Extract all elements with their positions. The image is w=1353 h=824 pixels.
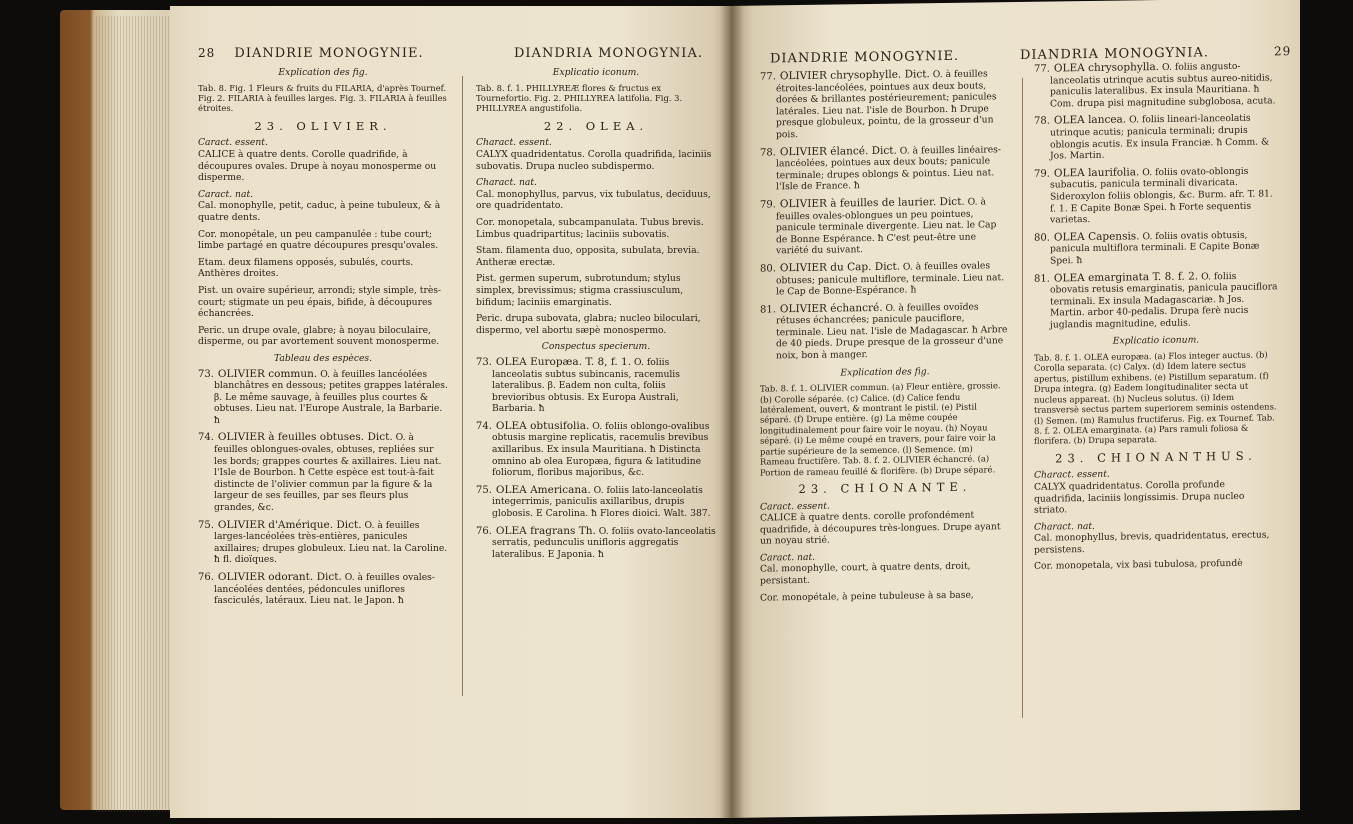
section-heading: 23. CHIONANTHUS. bbox=[1055, 448, 1257, 466]
explicatio-title: Explicatio iconum. bbox=[1112, 334, 1200, 348]
caract-nat-title: Caract. nat. bbox=[198, 188, 254, 200]
species-entry: 80. OLIVIER du Cap. Dict. O. à feuilles ovales obtuses; panicule multiflore, terminale. Lieu nat. le Cap de Bonne-Espérance. ħ bbox=[760, 260, 1005, 298]
book-gutter bbox=[720, 6, 744, 818]
species-entry: 78. OLEA lancea. O. foliis lineari-lanceolatis utrinque acutis; panicula terminali; drupis oblongis acutis. Ex insula Franciæ. ħ Comm. & Jos. Martin. bbox=[1034, 113, 1270, 162]
etamines-text: Etam. deux filamens opposés, subulés, courts. Anthères droites. bbox=[198, 256, 414, 280]
charact-nat-title: Charact. nat. bbox=[1034, 520, 1095, 533]
explicatio-title: Explicatio iconum. bbox=[552, 67, 640, 78]
calyx-text: Cal. monophyllus, brevis, quadridentatus, erectus, persistens. bbox=[1034, 529, 1270, 556]
species-entry: 76. OLIVIER odorant. Dict. O. à feuilles ovales-lancéolées dentées, pédoncules uniflores fasciculés, latéraux. Lieu nat. le Japon. ħ bbox=[198, 571, 435, 607]
column-divider bbox=[462, 76, 463, 696]
section-heading: 23. OLIVIER. bbox=[254, 118, 392, 133]
left-page bbox=[170, 6, 730, 818]
left-column-latin bbox=[476, 62, 716, 566]
page-number: 29 bbox=[1274, 44, 1292, 59]
stamina-text: Stam. filamenta duo, opposita, subulata, brevia. Antheræ erectæ. bbox=[476, 245, 700, 268]
species-entry: 75. OLIVIER d'Amérique. Dict. O. à feuilles larges-lancéolées très-entières, panicules axillaires; drupes globuleux. Lieu nat. la Caroline. ħ fl. dioïques. bbox=[198, 518, 448, 566]
book-page-edges bbox=[60, 10, 180, 810]
calice-text: Cal. monophylle, court, à quatre dents, droit, persistant. bbox=[760, 561, 971, 587]
species-entry: 74. OLEA obtusifolia. O. foliis oblongo-ovalibus obtusis margine replicatis, racemulis brevibus axillaribus. Ex insula Mauritiana. ħ Distincta omnino ab olea Europæa, figura & latitudine foliorum, floribus majoribus, &c. bbox=[476, 419, 710, 479]
conspectus-title: Conspectus specierum. bbox=[541, 341, 651, 353]
pistillum-text: Pist. germen superum, subrotundum; stylus simplex, brevissimus; stigma crassiusculum, bifidum; laciniis emarginatis. bbox=[476, 273, 684, 308]
caract-essent-title: Caract. essent. bbox=[198, 137, 268, 149]
header-french: DIANDRIE MONOGYNIE. bbox=[234, 46, 424, 61]
tableau-title: Tableau des espèces. bbox=[273, 352, 373, 364]
pericarpium-text: Peric. drupa subovata, glabra; nucleo biloculari, dispermo, vel abortu sæpè monospermo. bbox=[476, 313, 701, 336]
corolle-text: Cor. monopétale, un peu campanulée : tube court; limbe partagé en quatre découpures presqu'ovales. bbox=[198, 228, 439, 252]
section-heading: 22. OLEA. bbox=[543, 118, 649, 133]
explication-title: Explication des fig. bbox=[840, 365, 930, 379]
charact-essent-title: Charact. essent. bbox=[476, 137, 552, 149]
explication-text: Tab. 8. Fig. 1 Fleurs & fruits du FILARIA, d'après Tournef. Fig. 2. FILARIA à feuilles larges. Fig. 3. FILARIA à feuilles étroites. bbox=[198, 82, 447, 114]
species-entry: 76. OLEA fragrans Th. O. foliis ovato-lanceolatis serratis, pedunculis unifloris aggregatis lateralibus. E Japonia. ħ bbox=[476, 524, 716, 560]
header-latin: DIANDRIA MONOGYNIA. bbox=[514, 46, 703, 61]
caract-essent-text: CALICE à quatre dents. Corolle quadrifide, à découpures ovales. Drupe à noyau monosperme ou disperme. bbox=[198, 149, 437, 184]
column-divider bbox=[1022, 78, 1023, 718]
species-entry: 75. OLEA Americana. O. foliis lato-lanceolatis integerrimis, paniculis axillaribus, drupis globosis. E Carolina. ħ Flores dioici. Walt. 387. bbox=[476, 483, 711, 520]
calice-text: Cal. monophylle, petit, caduc, à peine tubuleux, & à quatre dents. bbox=[198, 200, 441, 223]
species-entry: 79. OLEA laurifolia. O. foliis ovato-oblongis subacutis, panicula terminali divaricata. Sideroxylon foliis oblongis, &c. Burm. afr. T. 81. f. 1. E Capite Bonæ Spei. ħ Forte sequentis varietas. bbox=[1034, 165, 1273, 226]
explication-text: Tab. 8. f. 1. OLIVIER commun. (a) Fleur entière, grossie. (b) Corolle séparée. (c) Calice. (d) Calice fendu latéralement, ouvert, & montrant le pistil. (e) Pistil séparé. (f) Drupe entière. (g) La même coupée longitudinalement pour faire voir le noyau. (h) Noyau séparé. (i) Le même coupé en travers, pour faire voir la partie supérieure de la semence. (l) Semence. (m) Rameau fructifère. Tab. 8. f. 2. OLIVIER échancré. (a) Portion de rameau feuillé & florifère. (b) Drupe séparé. bbox=[760, 380, 1001, 478]
species-entry: 73. OLIVIER commun. O. à feuilles lancéolées blanchâtres en dessous; petites grappes latérales. β. Le même sauvage, à feuilles plus courtes & obtuses. Lieu nat. l'Europe Australe, la Barbarie. ħ bbox=[198, 367, 448, 426]
caract-essent-text: CALICE à quatre dents. corolle profondément quadrifide, à découpures très-longues. Drupe ayant un noyau strié. bbox=[760, 509, 1001, 547]
right-column-latin bbox=[1034, 60, 1278, 577]
charact-nat-title: Charact. nat. bbox=[476, 177, 537, 189]
species-entry: 73. OLEA Europæa. T. 8, f. 1. O. foliis lanceolatis subtus subincanis, racemulis lateralibus. β. Eadem non culta, foliis brevioribus obtusis. Ex Europa Australi, Barbaria. ħ bbox=[476, 355, 680, 415]
species-entry: 74. OLIVIER à feuilles obtuses. Dict. O. à feuilles oblongues-ovales, obtuses, repliées sur les bords; grappes courtes & axillaires. Lieu nat. l'Isle de Bourbon. ħ Cette espèce est tout-à-fait distincte de l'olivier commun par la figure & la largeur de ses feuilles, par ses fleurs plus grandes, &c. bbox=[198, 431, 442, 514]
species-entry: 78. OLIVIER élancé. Dict. O. à feuilles linéaires-lancéolées, pointues aux deux bouts; panicule terminale; drupes oblongs & pointus. Lieu nat. l'Isle de France. ħ bbox=[760, 143, 1001, 193]
corolla-text: Cor. monopetala, subcampanulata. Tubus brevis. Limbus quadripartitus; laciniis subovatis. bbox=[476, 216, 704, 240]
calyx-text: Cal. monophyllus, parvus, vix tubulatus, deciduus, ore quadridentato. bbox=[476, 188, 711, 212]
open-book bbox=[60, 6, 1300, 818]
right-page bbox=[730, 0, 1300, 818]
species-entry: 77. OLEA chrysophylla. O. foliis angusto-lanceolatis utrinque acutis subtus aureo-nitidis, paniculis lateralibus. Ex insula Mauritiana. ħ Com. drupa pisi magnitudine subglobosa, acuta. bbox=[1034, 60, 1276, 110]
corolla-text: Cor. monopetala, vix basi tubulosa, profundè bbox=[1034, 558, 1243, 573]
explicatio-text: Tab. 8. f. 1. PHILLYREÆ flores & fructus ex Tournefortio. Fig. 2. PHILLYREA latifolia. Fig. 3. PHILLYREA angustifolia. bbox=[476, 82, 683, 114]
left-page-header bbox=[184, 46, 724, 61]
pistil-text: Pist. un ovaire supérieur, arrondi; style simple, très-court; stigmate un peu épais, bifide, à découpures échancrées. bbox=[198, 284, 442, 320]
page-number: 28 bbox=[198, 46, 216, 60]
pericarpe-text: Peric. un drupe ovale, glabre; à noyau biloculaire, disperme, ou par avortement souvent monosperme. bbox=[198, 324, 440, 348]
caract-nat-title: Caract. nat. bbox=[760, 551, 816, 564]
right-column-french bbox=[760, 68, 1010, 609]
section-heading: 23. CHIONANTE. bbox=[798, 479, 972, 496]
explicatio-text: Tab. 8. f. 1. OLEA europæa. (a) Flos integer auctus. (b) Corolla separata. (c) Calyx. (d) Idem latere sectus apertus, pistillum exhibens. (e) Pistillum separatum. (f) Drupa integra. (g) Eadem longitudinaliter secta ut nucleus appareat. (h) Nucleus solutus. (i) Idem transversè sectus partem superiorem seminis ostendens. (l) Semen. (m) Ramulus fructiferus. Fig. ex Tournef. Tab. 8. f. 2. OLEA emarginata. (a) Pars ramuli foliosa & florifera. (b) Drupa separata. bbox=[1034, 349, 1277, 447]
caract-essent-title: Caract. essent. bbox=[760, 500, 830, 513]
species-entry: 81. OLIVIER échancré. O. à feuilles ovoïdes rétuses échancrées; panicule pauciflore, terminale. Lieu nat. l'isle de Madagascar. ħ Arbre de 40 pieds. Drupe presque de la grosseur d'une noix, bon à manger. bbox=[760, 301, 1008, 362]
species-entry: 79. OLIVIER à feuilles de laurier. Dict. O. à feuilles ovales-oblongues un peu pointues, panicule terminale divergente. Lieu nat. le Cap de Bonne Espérance. ħ C'est peut-être une variété du suivant. bbox=[760, 195, 997, 257]
charact-essent-title: Charact. essent. bbox=[1034, 469, 1110, 482]
species-entry: 81. OLEA emarginata T. 8. f. 2. O. foliis obovatis retusis emarginatis, panicula pauciflora terminali. Ex insula Madagascariæ. ħ Jos. Martin. arbor 40-pedalis. Drupa ferè nucis juglandis magnitudine, edulis. bbox=[1034, 269, 1278, 331]
explication-title: Explication des fig. bbox=[278, 67, 368, 78]
header-latin: DIANDRIA MONOGYNIA. bbox=[1020, 45, 1209, 63]
header-french: DIANDRIE MONOGYNIE. bbox=[770, 48, 960, 67]
charact-essent-text: CALYX quadridentatus. Corolla profunde quadrifida, laciniis longissimis. Drupa nucleo striato. bbox=[1034, 478, 1245, 516]
corolle-text: Cor. monopétale, à peine tubuleuse à sa base, bbox=[760, 589, 974, 604]
charact-essent-text: CALYX quadridentatus. Corolla quadrifida, laciniis subovatis. Drupa nucleo subdispermo. bbox=[476, 149, 712, 172]
species-entry: 80. OLEA Capensis. O. foliis ovatis obtusis, panicula multiflora terminali. E Capite Bonæ Spei. ħ bbox=[1034, 229, 1260, 267]
species-entry: 77. OLIVIER chrysophylle. Dict. O. à feuilles étroites-lancéolées, pointues aux deux bouts, dorées & brillantes postérieurement; panicules latérales. Lieu nat. l'isle de Bourbon. ħ Drupe presque globuleux, pointu, de la grosseur d'un pois. bbox=[760, 68, 997, 141]
left-column-french bbox=[198, 62, 448, 613]
